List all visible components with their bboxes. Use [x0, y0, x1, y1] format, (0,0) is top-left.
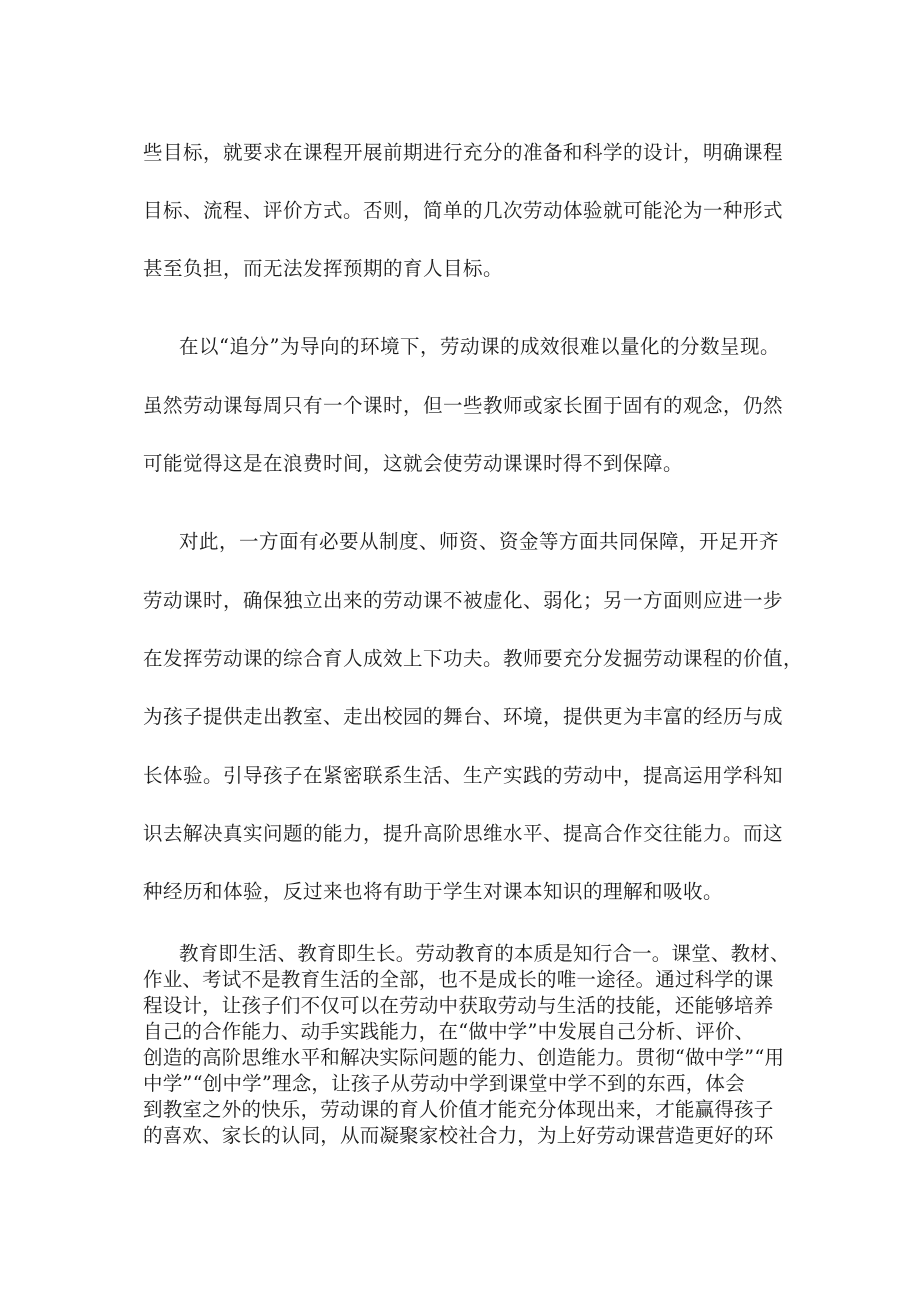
text-line: 劳动课时，确保独立出来的劳动课不被虚化、弱化；另一方面则应进一步	[143, 589, 784, 612]
text-line: 虽然劳动课每周只有一个课时，但一些教师或家长囿于固有的观念，仍然	[143, 394, 784, 417]
text-line: 的喜欢、家长的认同，从而凝聚家校社合力，为上好劳动课营造更好的环	[143, 1124, 774, 1147]
text-line: 对此，一方面有必要从制度、师资、资金等方面共同保障，开足开齐	[179, 530, 780, 553]
text-line: 到教室之外的快乐，劳动课的育人价值才能充分体现出来，才能赢得孩子	[143, 1098, 774, 1121]
text-line: 在发挥劳动课的综合育人成效上下功夫。教师要充分发掘劳动课程的价值，	[143, 647, 804, 670]
text-line: 长体验。引导孩子在紧密联系生活、生产实践的劳动中，提高运用学科知	[143, 764, 784, 787]
text-line: 中学”“创中学”理念，让孩子从劳动中学到课堂中学不到的东西，体会	[143, 1072, 745, 1095]
text-line: 识去解决真实问题的能力，提升高阶思维水平、提高合作交往能力。而这	[143, 822, 784, 845]
text-line: 为孩子提供走出教室、走出校园的舞台、环境，提供更为丰富的经历与成	[143, 705, 784, 728]
text-line: 创造的高阶思维水平和解决实际问题的能力、创造能力。贯彻“做中学”“用	[143, 1046, 785, 1069]
text-line: 作业、考试不是教育生活的全部，也不是成长的唯一途径。通过科学的课	[143, 968, 774, 991]
text-line: 可能觉得这是在浪费时间，这就会使劳动课课时得不到保障。	[143, 452, 684, 475]
text-line: 些目标，就要求在课程开展前期进行充分的准备和科学的设计，明确课程	[143, 141, 784, 164]
text-line: 目标、流程、评价方式。否则，简单的几次劳动体验就可能沦为一种形式	[143, 199, 784, 222]
text-line: 种经历和体验，反过来也将有助于学生对课本知识的理解和吸收。	[143, 880, 724, 903]
text-line: 程设计，让孩子们不仅可以在劳动中获取劳动与生活的技能，还能够培养	[143, 994, 774, 1017]
text-line: 甚至负担，而无法发挥预期的育人目标。	[143, 257, 504, 280]
text-line: 在以“追分”为导向的环境下，劳动课的成效很难以量化的分数呈现。	[179, 335, 780, 358]
text-line: 教育即生活、教育即生长。劳动教育的本质是知行合一。课堂、教材、	[179, 942, 790, 965]
text-line: 自己的合作能力、动手实践能力，在“做中学”中发展自己分析、评价、	[143, 1020, 755, 1043]
